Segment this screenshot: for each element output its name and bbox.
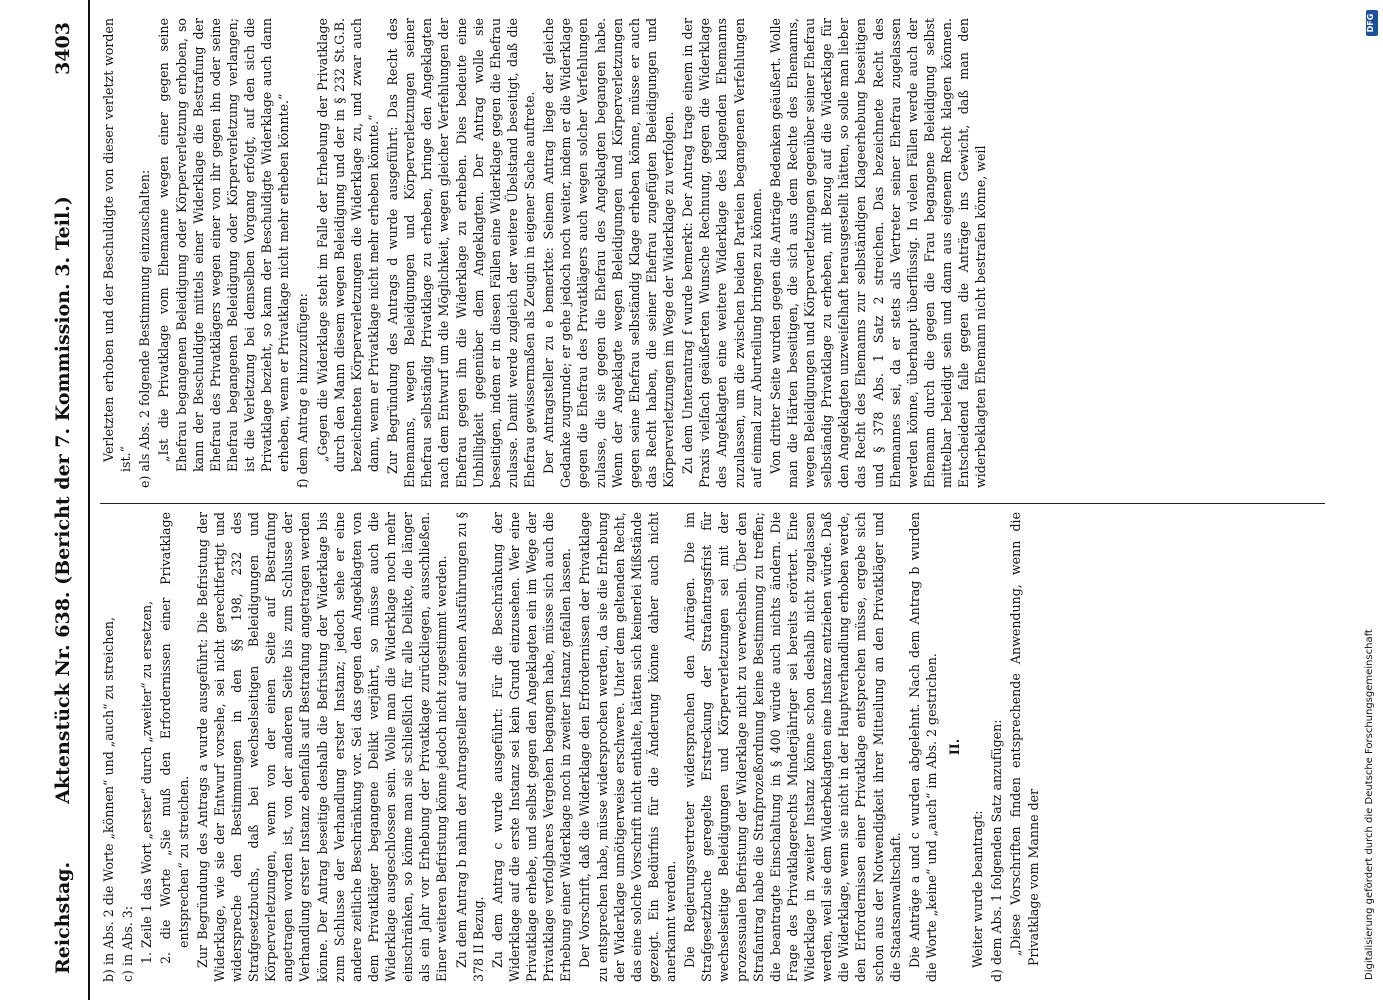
- right-column: [100, 18, 1325, 488]
- dfg-logo-text: DFG: [1366, 13, 1375, 33]
- paragraph: 2. die Worte „Sie muß den Erfordernissen einer Privatklage entsprechen“ zu streichen.: [158, 512, 191, 964]
- header-title: Aktenstück Nr. 638. (Bericht der 7. Kommission. 3. Teil.): [52, 196, 74, 804]
- paragraph: Der Vorschrift, daß die Widerklage den Erfordernissen der Privatklage zu entsprechen habe, müsse widersprochen werden, da sie die Erhebung der Widerklage unnötigerweise erschwere. Unter dem geltenden Recht, das eine solche Vorschrift nicht enthalte, hätten sich keinerlei Mißstände gezeigt. Ein Bedürfnis für die Änderung könne daher auch nicht anerkannt werden.: [577, 512, 678, 982]
- paragraph: Zur Begründung des Antrags d wurde ausgeführt: Das Recht des Ehemanns, wegen Beleidigungen und Körperverletzungen seiner Ehefrau selbständig Privatklage zu erheben, bringe den Angeklagten nach dem Entwurf um die Möglichkeit, wegen gleicher Verfehlungen der Ehefrau gegen ihn die Widerklage zu erheben. Dies bedeute eine Unbilligkeit gegenüber dem Angeklagten. Der Antrag wolle sie beseitigen, indem er in diesen Fällen eine Widerklage gegen die Ehefrau zulasse. Damit werde zugleich der weitere Übelstand beseitigt, daß die Ehefrau gewissermaßen als Zeugin in eigener Sache auftrete.: [385, 18, 537, 488]
- paragraph: Zu dem Antrag c wurde ausgeführt: Für die Beschränkung der Widerklage auf die erste Instanz sei kein Grund einzusehen. Wer eine Privatklage erhebe, und selbst gegen den Angeklagten ein im Wege der Privatklage verfolgbares Vergehen begangen habe, müsse sich auch die Erhebung einer Widerklage noch in zweiter Instanz gefallen lassen.: [489, 512, 574, 982]
- page-header: [40, 0, 90, 1000]
- rotated-document: [40, 0, 1340, 1000]
- paragraph: Zu dem Antrag b nahm der Antragsteller auf seinen Ausführungen zu § 378 II Bezug.: [453, 512, 486, 982]
- paragraph: Verletzten erhoben und der Beschuldigte von dieser verletzt worden ist.“: [101, 18, 134, 472]
- paragraph: Der Antragsteller zu e bemerkte: Seinem Antrag liege der gleiche Gedanke zugrunde; er gehe jedoch noch weiter, indem er die Widerklage gegen die Ehefrau des Privatklägers auch wegen solcher Verfehlungen zulasse, die sie gegen die Ehefrau des Angeklagten begangen habe. Wenn der Angeklagte wegen Beleidigungen und Körperverletzungen gegen seine Ehefrau selbständig Klage erheben könne, müsse er auch das Recht haben, die seiner Ehefrau zugefügten Beleidigungen und Körperverletzungen im Wege der Widerklage zu verfolgen.: [541, 18, 676, 488]
- paragraph: b) in Abs. 2 die Worte „können“ und „auch“ zu streichen,: [101, 616, 116, 982]
- paragraph: Zur Begründung des Antrags a wurde ausgeführt: Die Befristung der Widerklage, wie sie der Entwurf vorsehe, sei nicht gerechtfertigt und widerspreche den Bestimmungen in den §§ 198, 232 des Strafgesetzbuchs, daß bei wechselseitigen Beleidigungen und Körperverletzungen, wenn von der einen Seite auf Bestrafung angetragen worden ist, von der anderen Seite bis zum Schlusse der Verhandlung erster Instanz ebenfalls auf Bestrafung angetragen werden könne. Der Antrag beseitige deshalb die Befristung der Widerklage bis zum Schlusse der Verhandlung erster Instanz; jedoch sehe er eine andere zeitliche Beschränkung vor. Sei das gegen den Angeklagten von dem Privatkläger begangene Delikt verjährt, so müsse auch die Widerklage ausgeschlossen sein. Wolle man die Widerklage noch mehr einschränken, so könne man sie schließlich für alle Delikte, die länger als ein Jahr vor Erhebung der Privatklage zurückliegen, ausschließen. Einer weiteren Befristung könne jedoch nicht zugestimmt werden.: [194, 512, 450, 982]
- header-left: Reichstag.: [52, 861, 74, 974]
- page-number: 3403: [52, 22, 74, 75]
- paragraph: Die Anträge a und c wurden abgelehnt. Nach dem Antrag b wurden die Worte „keine“ und „auch“ im Abs. 2 gestrichen.: [906, 512, 939, 982]
- section-heading: II.: [947, 738, 962, 756]
- paragraph: Von dritter Seite wurden gegen die Anträge Bedenken geäußert. Wolle man die Härten beseitigen, die sich aus dem Rechte des Ehemanns, wegen Beleidigungen und Körperverletzungen gegenüber seiner Ehefrau selbständig Privatklage zu erheben, mit Bezug auf die Widerklage für den Angeklagten unzweifelhaft herausgestellt hätten, so solle man lieber das Recht des Ehemanns zur selbständigen Klageerhebung beseitigen und § 378 Abs. 1 Satz 2 streichen. Das bezeichnete Recht des Ehemannes sei, da er stets als Vertreter seiner Ehefrau zugelassen werden könne, überhaupt überflüssig. In vielen Fällen werde auch der Ehemann durch die gegen die Frau begangene Beleidigung selbst mittelbar beleidigt sein und dann aus eigenem Recht klagen können. Entscheidend falle gegen die Anträge ins Gewicht, daß man den widerbeklagten Ehemann nicht bestrafen könne, weil: [767, 18, 989, 488]
- paragraph: „Diese Vorschriften finden entsprechende Anwendung, wenn die Privatklage vom Manne der: [1008, 512, 1041, 966]
- paragraph: c) in Abs. 3:: [120, 906, 136, 982]
- column-divider: [100, 503, 1325, 504]
- paragraph: f) dem Antrag e hinzuzufügen:: [295, 293, 311, 488]
- left-column: [100, 512, 1325, 982]
- paragraph: 1. Zeile 1 das Wort „erster“ durch „zweiter“ zu ersetzen,: [139, 600, 155, 964]
- paragraph: Die Regierungsvertreter widersprachen den Anträgen. Die im Strafgesetzbuche geregelte Erstreckung der Strafantragsfrist für wechselseitige Beleidigungen und Körperverletzungen sei mit der prozessualen Befristung der Widerklage nicht zu verwechseln. Über den Strafantrag habe die Strafprozeßordnung keine Bestimmung zu treffen; die beantragte Einschaltung in § 400 würde auch nichts ändern. Die Frage des Privatklagerechts Minderjähriger sei bereits erörtert. Eine Widerklage in zweiter Instanz könne schon deshalb nicht zugelassen werden, weil sie dem Widerbeklagten eine Instanz entziehen würde. Daß die Widerklage, wenn sie nicht in der Hauptverhandlung erhoben werde, den Erfordernissen einer Privatklage entsprechen müsse, ergebe sich schon aus der Notwendigkeit ihrer Mitteilung an den Privatkläger und die Staatsanwaltschaft.: [682, 512, 903, 982]
- paragraph: „Ist die Privatklage vom Ehemanne wegen einer gegen seine Ehefrau begangenen Beleidigung oder Körperverletzung erhoben, so kann der Beschuldigte mittels einer Widerklage die Bestrafung der Ehefrau des Privatklägers wegen einer von ihr gegen ihn oder seine Ehefrau begangenen Beleidigung oder Körperverletzung verlangen; ist die Verletzung bei demselben Vorgang erfolgt, auf den sich die Privatklage bezieht, so kann der Beschuldigte Widerklage auch dann erheben, wenn er Privatklage nicht mehr erheben könnte.“: [156, 18, 292, 472]
- digitization-note-text: Digitalisierung gefördert durch die Deutsche Forschungsgemeinschaft: [1364, 629, 1375, 980]
- paragraph: e) als Abs. 2 folgende Bestimmung einzuschalten:: [137, 169, 153, 488]
- paragraph: „Gegen die Widerklage steht im Falle der Erhebung der Privatklage durch den Mann diesem wegen Beleidigung und der in § 232 St.G.B. bezeichneten Körperverletzungen die Widerklage zu, und zwar auch dann, wenn er Privatklage nicht mehr erheben könnte.“: [314, 18, 381, 472]
- digitization-note: [1364, 20, 1378, 980]
- paragraph: d) dem Abs. 1 folgenden Satz anzufügen:: [989, 719, 1005, 982]
- paragraph: Zu dem Unterantrag f wurde bemerkt: Der Antrag trage einem in der Praxis vielfach geäußerten Wunsche Rechnung, gegen die Widerklage des Angeklagten eine weitere Widerklage des klagenden Ehemanns zuzulassen, um die zwischen beiden Parteien begangenen Verfehlungen auf einmal zur Aburteilung bringen zu können.: [680, 18, 764, 488]
- paragraph: Weiter wurde beantragt:: [970, 810, 986, 968]
